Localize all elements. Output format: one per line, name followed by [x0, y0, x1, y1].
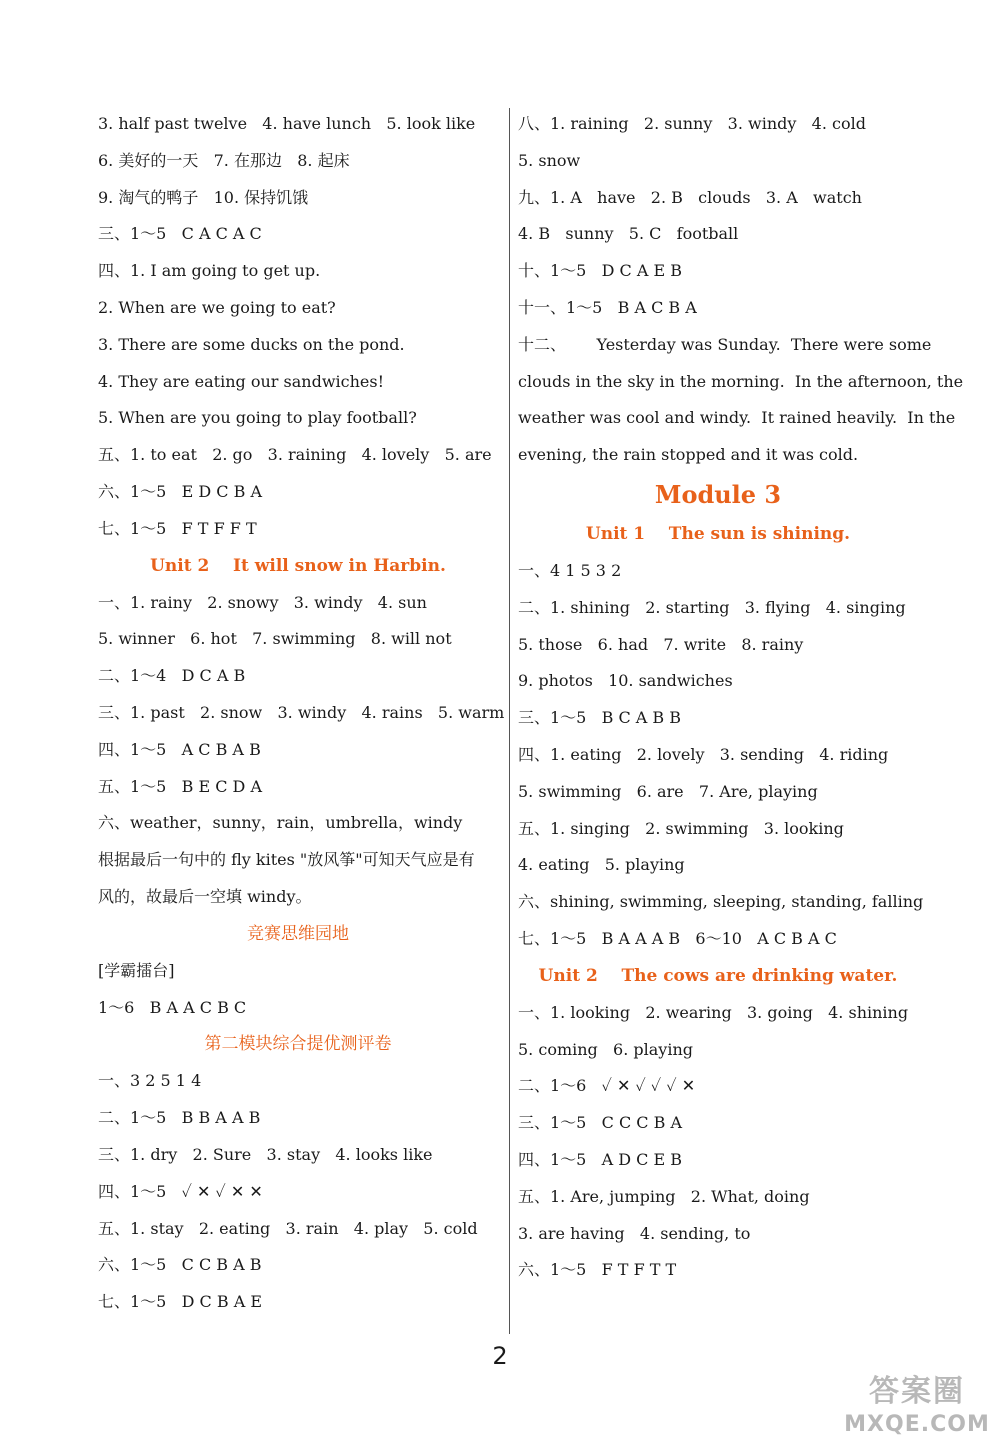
answer-line: 四、1. I am going to get up.: [98, 261, 321, 281]
answer-line: 五、1. Are, jumping 2. What, doing: [518, 1186, 810, 1206]
answer-line: evening, the rain stopped and it was cold.: [518, 445, 859, 465]
answer-line: 4. They are eating our sandwiches!: [98, 371, 385, 391]
answer-line: 六、1～5 E D C B A: [98, 481, 263, 501]
left-answers-part-2: [98, 585, 505, 916]
unit-1-heading: Unit 1 The sun is shining.: [585, 523, 851, 544]
answer-line: 9. photos 10. sandwiches: [518, 671, 733, 691]
answer-line: 四、1～5 ✓ ✕ ✓ ✕ ✕: [98, 1181, 263, 1201]
answer-line: 2. When are we going to eat?: [98, 297, 336, 317]
answer-line: 三、1～5 C C C B A: [518, 1113, 683, 1133]
answer-line: 四、1～5 A D C E B: [518, 1149, 683, 1169]
left-answers-part-4: [98, 1063, 498, 1321]
answer-line: 1～6 B A A C B C: [98, 997, 247, 1017]
right-answers-part-3: [518, 995, 918, 1289]
answer-line: 四、1. eating 2. lovely 3. sending 4. riding: [518, 744, 889, 764]
answer-line: 七、1～5 B A A A B 6～10 A C B A C: [518, 928, 837, 948]
competition-heading: 竞赛思维园地: [247, 923, 349, 944]
answer-line: 5. When are you going to play football?: [98, 408, 417, 428]
answer-line: 七、1～5 F T F F T: [98, 518, 257, 538]
answer-line: 4. eating 5. playing: [518, 855, 685, 875]
right-column: [518, 106, 964, 1289]
module-test-heading: 第二模块综合提优测评卷: [204, 1034, 392, 1055]
answer-line: 二、1～6 ✓ ✕ ✓ ✓ ✓ ✕: [518, 1076, 696, 1096]
answer-line: 5. coming 6. playing: [518, 1039, 693, 1059]
module-3-heading: Module 3: [654, 479, 782, 509]
answer-line: 四、1～5 A C B A B: [98, 739, 261, 759]
answer-line: clouds in the sky in the morning. In the afternoon, the: [518, 371, 964, 391]
answer-line: 3. There are some ducks on the pond.: [98, 334, 405, 354]
answer-line: 根据最后一句中的 fly kites "放风筝"可知天气应是有: [98, 850, 475, 870]
answer-line: 一、1. looking 2. wearing 3. going 4. shining: [518, 1002, 909, 1022]
answer-line: 3. are having 4. sending, to: [518, 1223, 751, 1243]
left-column: [98, 106, 505, 1321]
answer-line: 五、1. to eat 2. go 3. raining 4. lovely 5. are: [98, 445, 492, 465]
answer-line: weather was cool and windy. It rained heavily. In the: [518, 408, 956, 428]
answer-line: 三、1～5 B C A B B: [518, 708, 682, 728]
answer-line: 9. 淘气的鸭子 10. 保持饥饿: [98, 187, 309, 207]
watermark-top-text: 答案圈: [869, 1374, 965, 1409]
answer-line: [学霸擂台]: [98, 960, 175, 980]
answer-line: 五、1～5 B E C D A: [98, 776, 263, 796]
left-answers-part-3: [98, 953, 498, 1027]
column-divider: [509, 108, 510, 1334]
right-answers-part-1: [518, 106, 964, 474]
right-answers-part-2: [518, 553, 924, 958]
answer-line: 十、1～5 D C A E B: [518, 261, 683, 281]
answer-line: 三、1. past 2. snow 3. windy 4. rains 5. warm: [98, 702, 505, 722]
answer-line: 五、1. stay 2. eating 3. rain 4. play 5. cold: [98, 1218, 478, 1238]
watermark-bottom-text: MXQE.COM: [844, 1412, 990, 1437]
answer-line: 八、1. raining 2. sunny 3. windy 4. cold: [518, 114, 866, 133]
answer-line: 六、shining, swimming, sleeping, standing, falling: [518, 892, 924, 912]
answer-line: 一、4 1 5 3 2: [518, 560, 622, 580]
answer-line: 六、1～5 C C B A B: [98, 1255, 262, 1275]
answer-line: 5. winner 6. hot 7. swimming 8. will not: [98, 629, 452, 649]
answer-line: 5. swimming 6. are 7. Are, playing: [518, 781, 818, 801]
answer-line: 3. half past twelve 4. have lunch 5. look like: [98, 114, 476, 133]
answer-line: 三、1. dry 2. Sure 3. stay 4. looks like: [98, 1144, 433, 1164]
answer-line: 二、1. shining 2. starting 3. flying 4. singing: [518, 597, 906, 617]
answer-line: 九、1. A have 2. B clouds 3. A watch: [518, 187, 862, 207]
watermark-logo: [842, 1372, 992, 1442]
answer-line: 一、3 2 5 1 4: [98, 1071, 202, 1091]
answer-line: 6. 美好的一天 7. 在那边 8. 起床: [98, 150, 350, 170]
answer-line: 十一、1～5 B A C B A: [518, 297, 697, 317]
left-answers-part-1: [98, 106, 498, 548]
answer-line: 五、1. singing 2. swimming 3. looking: [518, 818, 844, 838]
answer-line: 六、weather，sunny，rain，umbrella，windy: [98, 813, 463, 833]
answer-line: 5. those 6. had 7. write 8. rainy: [518, 634, 804, 654]
answer-line: 二、1～4 D C A B: [98, 666, 246, 686]
answer-line: 5. snow: [518, 150, 581, 170]
answer-line: 二、1～5 B B A A B: [98, 1108, 261, 1128]
answer-line: 三、1～5 C A C A C: [98, 224, 262, 244]
answer-line: 一、1. rainy 2. snowy 3. windy 4. sun: [98, 592, 427, 612]
unit-2-heading-right: Unit 2 The cows are drinking water.: [538, 965, 898, 986]
answer-line: 4. B sunny 5. C football: [518, 224, 739, 244]
answer-line: 六、1～5 F T F T T: [518, 1260, 677, 1280]
unit-2-heading: Unit 2 It will snow in Harbin.: [150, 555, 446, 576]
answer-line: 七、1～5 D C B A E: [98, 1292, 263, 1312]
answer-line: 风的，故最后一空填 windy。: [98, 886, 312, 906]
answer-line: 十二、 Yesterday was Sunday. There were some: [518, 334, 932, 354]
page-number: 2: [492, 1342, 508, 1370]
